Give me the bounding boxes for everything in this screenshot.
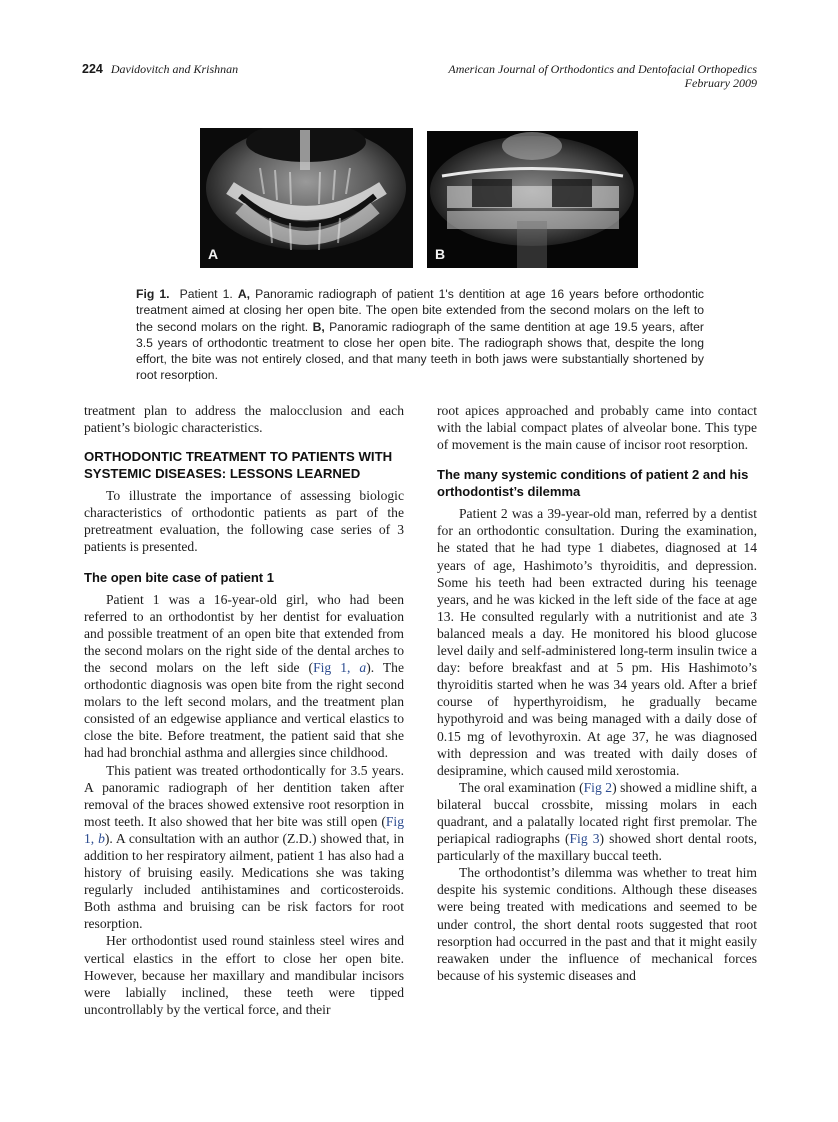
paragraph: treatment plan to address the malocclusion and each patient’s biologic characteristics. [84, 403, 404, 436]
paragraph [84, 762, 404, 933]
text-run: ). The orthodontic diagnosis was open bite from the right second molars to the left second molars, and the treatment plan consisted of an edgewise appliance and vertical elastics to close the bite. Before treatment, the patient said that she had had bronchial asthma and allergies since childhood. [84, 659, 405, 761]
right-column [437, 402, 757, 984]
figure-ref-panel[interactable]: a [359, 659, 367, 675]
author-names: Davidovitch and Krishnan [110, 62, 239, 76]
caption-intro: Patient 1. [179, 287, 233, 301]
panel-label-a: A [208, 246, 219, 262]
figure-2-link[interactable]: Fig 2 [583, 779, 613, 795]
paragraph: Patient 2 was a 39-year-old man, referred by a dentist for an orthodontic consultation. During the examination, he stated that he had type 1 diabetes, diagnosed at 14 years of age, Hashimoto’s thyroiditis, and depression. Some his teeth had been extracted during his teenage years, and he was kicked in the left side of the face at age 13. He consulted regularly with a nutritionist and ate 3 balanced meals a day. He monitored his blood glucose level daily and self-administered long-term insulin twice a day: before breakfast and at 5 pm. His Hashimoto’s thyroiditis started when he was 34 years old. After a brief course of hyperthyroidism, he gradually became hypothyroid and was being managed with a daily dose of 0.15 mg of levothyroxin. At age 37, he was diagnosed with depression and was treated with daily doses of desipramine, which caused mild xerostomia. [437, 506, 757, 778]
text-run: ). A consultation with an author (Z.D.) showed that, in addition to her respiratory ailment, patient 1 has also had a history of bruising easily. Medications she was taking regularly included antihistamines and corticosteroids. Both asthma and bruising can be risk factors for root resorption. [84, 830, 404, 932]
text-run: The oral examination ( [459, 779, 584, 795]
paragraph [437, 779, 757, 864]
figure-3-link[interactable]: Fig 3 [569, 831, 600, 847]
figure-caption [136, 286, 704, 384]
panel-label-b: B [435, 246, 446, 262]
caption-b-label: B, [312, 319, 325, 334]
subheading-patient-1: The open bite case of patient 1 [84, 569, 274, 585]
text-run: ) showed short dental roots, particularly of the maxillary buccal teeth. [437, 831, 757, 864]
text-run: ) showed a midline shift, a bilateral buccal crossbite, missing molars in each quadrant, and a palatally located right first premolar. The periapical radiographs ( [437, 779, 757, 847]
running-head-right [448, 62, 757, 90]
journal-title: American Journal of Orthodontics and Dentofacial Orthopedics [448, 62, 757, 76]
radiograph-panel-b [427, 131, 638, 268]
figure-1-link[interactable]: Fig 1, b [84, 813, 404, 846]
issue-date: February 2009 [684, 76, 757, 90]
section-heading: ORTHODONTIC TREATMENT TO PATIENTS WITH SYSTEMIC DISEASES: LESSONS LEARNED [84, 449, 393, 482]
left-column [84, 402, 404, 1018]
paragraph [84, 591, 404, 762]
caption-a-label: A, [237, 287, 251, 301]
radiograph-panel-a [200, 128, 413, 268]
panoramic-xray-a-image [200, 128, 413, 268]
figure-1-link[interactable]: Fig 1, a [313, 659, 367, 675]
panoramic-xray-b-image [427, 131, 638, 268]
paragraph: Her orthodontist used round stainless steel wires and vertical elastics in the effort to close her open bite. However, because her maxillary and mandibular incisors were labially inclined, these teeth were tipped uncontrollably by the vertical force, and their [84, 933, 404, 1017]
figure-ref[interactable]: Fig 1 [84, 813, 404, 846]
paragraph: To illustrate the importance of assessing biologic characteristics of orthodontic patients as part of the pretreatment evaluation, the following case series of 3 patients is presented. [84, 488, 404, 555]
page-number: 224 [82, 62, 103, 76]
paragraph: The orthodontist’s dilemma was whether to treat him despite his systemic conditions. Although these diseases were being treated with medications and seemed to be under control, the short dental roots suggested that root resorption had occurred in the past and that it might easily reawaken under the influence of mechanical forces because of his systemic diseases and [437, 865, 757, 983]
figure-ref[interactable]: Fig 1 [313, 659, 347, 675]
text-run: Patient 1 was a 16-year-old girl, who had been referred to an orthodontist by her dentist for evaluation and possible treatment of an open bite that extended from the second molars on the right side of the dental arches to the second molars on the left side ( [84, 591, 404, 675]
caption-fig-label: Fig 1. [136, 287, 170, 301]
caption-b-text: Panoramic radiograph of the same dentition at age 19.5 years, after 3.5 years of orthodontic treatment to close her open bite. The radiograph shows that, despite the long effort, the bite was not entirely closed, and that many teeth in both jaws were substantially shortened by root resorption. [136, 319, 704, 383]
running-head-left [82, 62, 238, 76]
paragraph: root apices approached and probably came into contact with the labial compact plates of alveolar bone. This type of movement is the main cause of incisor root resorption. [437, 403, 757, 453]
figure-ref-panel[interactable]: b [98, 830, 105, 846]
text-run: This patient was treated orthodontically for 3.5 years. A panoramic radiograph of her dentition taken after removal of the braces showed extensive root resorption in most teeth. It also showed that her bite was still open ( [84, 762, 404, 829]
caption-a-text: Panoramic radiograph of patient 1's dentition at age 16 years before orthodontic treatment aimed at closing her open bite. The open bite extended from the second molars on the left to the second molars on the right. [136, 287, 704, 334]
subheading-patient-2: The many systemic conditions of patient 2 and his orthodontist’s dilemma [437, 467, 749, 500]
